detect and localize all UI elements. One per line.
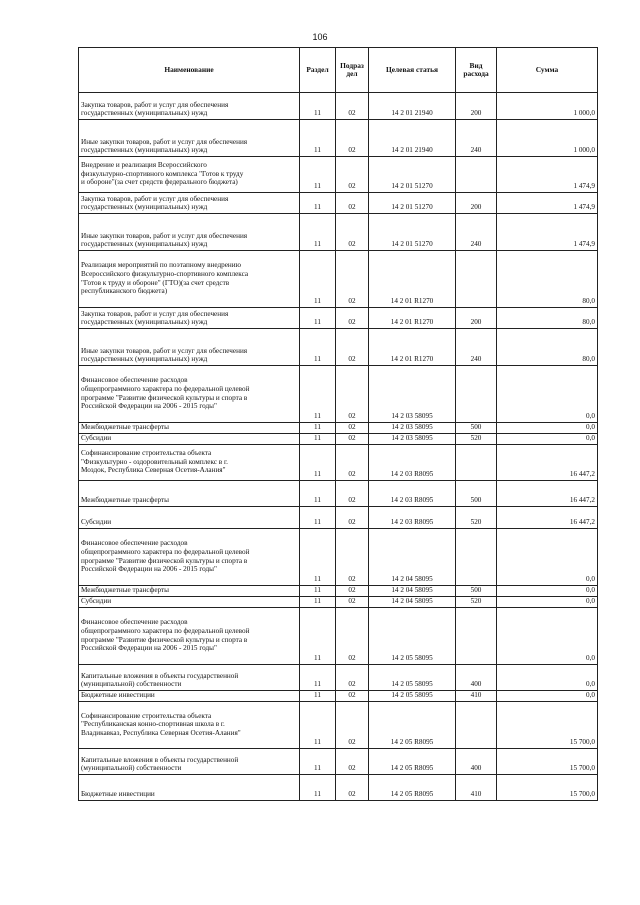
row-name-cell: Иные закупки товаров, работ и услуг для обеспечения государственных (муниципальных) нужд <box>79 214 300 251</box>
row-podrazdel-cell: 02 <box>336 308 369 329</box>
table-row <box>79 608 598 665</box>
row-sum-cell: 15 700,0 <box>497 749 598 775</box>
row-podrazdel-cell: 02 <box>336 691 369 702</box>
row-target-cell: 14 2 03 58095 <box>369 434 456 445</box>
row-razdel-cell: 11 <box>300 214 336 251</box>
table-row <box>79 775 598 801</box>
row-razdel-cell: 11 <box>300 329 336 366</box>
row-vid-cell <box>456 529 497 586</box>
row-razdel-cell: 11 <box>300 445 336 481</box>
row-name-cell: Межбюджетные трансферты <box>79 423 300 434</box>
row-name-cell: Финансовое обеспечение расходов общепрограммного характера по федеральной целевой программе "Развитие физической культуры и спорта в Российской Федерации на 2006 - 2015 годы" <box>79 608 300 665</box>
row-podrazdel-cell: 02 <box>336 445 369 481</box>
header-name: Наименование <box>79 48 300 93</box>
row-sum-cell: 15 700,0 <box>497 775 598 801</box>
row-podrazdel-cell: 02 <box>336 775 369 801</box>
row-name-cell: Иные закупки товаров, работ и услуг для обеспечения государственных (муниципальных) нужд <box>79 120 300 157</box>
row-sum-cell: 1 474,9 <box>497 214 598 251</box>
row-sum-cell: 0,0 <box>497 665 598 691</box>
row-sum-cell: 0,0 <box>497 434 598 445</box>
row-sum-cell: 1 000,0 <box>497 120 598 157</box>
row-target-cell: 14 2 04 58095 <box>369 586 456 597</box>
row-sum-cell: 0,0 <box>497 586 598 597</box>
row-razdel-cell: 11 <box>300 120 336 157</box>
row-vid-cell <box>456 366 497 423</box>
header-vid: Вид расхода <box>456 48 497 93</box>
row-razdel-cell: 11 <box>300 702 336 749</box>
row-razdel-cell: 11 <box>300 93 336 120</box>
table-row <box>79 157 598 193</box>
row-razdel-cell: 11 <box>300 749 336 775</box>
row-target-cell: 14 2 05 58095 <box>369 691 456 702</box>
row-vid-cell: 410 <box>456 775 497 801</box>
header-podrazdel: Подраз дел <box>336 48 369 93</box>
row-razdel-cell: 11 <box>300 481 336 507</box>
row-sum-cell: 80,0 <box>497 251 598 308</box>
row-razdel-cell: 11 <box>300 251 336 308</box>
table-row <box>79 93 598 120</box>
row-razdel-cell: 11 <box>300 597 336 608</box>
table-row <box>79 308 598 329</box>
row-target-cell: 14 2 01 51270 <box>369 193 456 214</box>
row-sum-cell: 80,0 <box>497 329 598 366</box>
row-vid-cell: 200 <box>456 193 497 214</box>
row-name-cell: Реализация мероприятий по поэтапному внедрению Всероссийского физкультурно-спортивного комплекса "Готов к труду и обороне" (ГТО)(за счет средств республиканского бюджета) <box>79 251 300 308</box>
table-row <box>79 665 598 691</box>
row-target-cell: 14 2 01 R1270 <box>369 329 456 366</box>
row-name-cell: Субсидии <box>79 507 300 529</box>
row-vid-cell: 200 <box>456 93 497 120</box>
row-name-cell: Субсидии <box>79 597 300 608</box>
row-razdel-cell: 11 <box>300 434 336 445</box>
table-row <box>79 507 598 529</box>
row-target-cell: 14 2 03 R8095 <box>369 481 456 507</box>
row-name-cell: Капитальные вложения в объекты государственной (муниципальной) собственности <box>79 665 300 691</box>
row-vid-cell: 240 <box>456 120 497 157</box>
row-target-cell: 14 2 05 R8095 <box>369 749 456 775</box>
row-target-cell: 14 2 01 51270 <box>369 214 456 251</box>
table-row <box>79 434 598 445</box>
row-podrazdel-cell: 02 <box>336 193 369 214</box>
row-sum-cell: 80,0 <box>497 308 598 329</box>
row-podrazdel-cell: 02 <box>336 157 369 193</box>
row-podrazdel-cell: 02 <box>336 366 369 423</box>
table-row <box>79 251 598 308</box>
table-row <box>79 702 598 749</box>
row-sum-cell: 1 474,9 <box>497 157 598 193</box>
row-name-cell: Софинансирование строительства объекта "Физкультурно - оздоровительный комплекс в г. Моздок, Республика Северная Осетия-Алания" <box>79 445 300 481</box>
header-target: Целевая статья <box>369 48 456 93</box>
row-target-cell: 14 2 03 58095 <box>369 423 456 434</box>
row-name-cell: Бюджетные инвестиции <box>79 691 300 702</box>
table-row <box>79 423 598 434</box>
row-podrazdel-cell: 02 <box>336 749 369 775</box>
row-podrazdel-cell: 02 <box>336 586 369 597</box>
row-name-cell: Финансовое обеспечение расходов общепрограммного характера по федеральной целевой программе "Развитие физической культуры и спорта в Российской Федерации на 2006 - 2015 годы" <box>79 366 300 423</box>
row-name-cell: Межбюджетные трансферты <box>79 481 300 507</box>
table-row <box>79 481 598 507</box>
table-row <box>79 691 598 702</box>
row-podrazdel-cell: 02 <box>336 481 369 507</box>
row-target-cell: 14 2 01 21940 <box>369 93 456 120</box>
row-sum-cell: 16 447,2 <box>497 507 598 529</box>
row-sum-cell: 0,0 <box>497 423 598 434</box>
row-vid-cell <box>456 251 497 308</box>
row-razdel-cell: 11 <box>300 308 336 329</box>
row-razdel-cell: 11 <box>300 507 336 529</box>
table-row <box>79 586 598 597</box>
row-vid-cell: 410 <box>456 691 497 702</box>
row-podrazdel-cell: 02 <box>336 120 369 157</box>
row-vid-cell: 500 <box>456 586 497 597</box>
row-vid-cell: 500 <box>456 423 497 434</box>
row-podrazdel-cell: 02 <box>336 597 369 608</box>
row-target-cell: 14 2 05 58095 <box>369 665 456 691</box>
row-razdel-cell: 11 <box>300 586 336 597</box>
table-row <box>79 366 598 423</box>
budget-table <box>78 47 598 801</box>
row-vid-cell: 240 <box>456 214 497 251</box>
table-header-row <box>79 48 598 93</box>
row-razdel-cell: 11 <box>300 691 336 702</box>
header-razdel: Раздел <box>300 48 336 93</box>
row-name-cell: Внедрение и реализация Всероссийского физкультурно-спортивного комплекса "Готов к труду и обороне"(за счет средств федерального бюджета) <box>79 157 300 193</box>
header-sum: Сумма <box>497 48 598 93</box>
row-podrazdel-cell: 02 <box>336 665 369 691</box>
row-target-cell: 14 2 04 58095 <box>369 597 456 608</box>
row-target-cell: 14 2 05 R8095 <box>369 775 456 801</box>
row-podrazdel-cell: 02 <box>336 423 369 434</box>
row-vid-cell: 400 <box>456 749 497 775</box>
table-row <box>79 120 598 157</box>
row-sum-cell: 16 447,2 <box>497 481 598 507</box>
row-vid-cell: 520 <box>456 507 497 529</box>
row-target-cell: 14 2 01 R1270 <box>369 308 456 329</box>
table-row <box>79 445 598 481</box>
row-sum-cell: 1 474,9 <box>497 193 598 214</box>
row-name-cell: Капитальные вложения в объекты государственной (муниципальной) собственности <box>79 749 300 775</box>
table-row <box>79 329 598 366</box>
row-razdel-cell: 11 <box>300 423 336 434</box>
row-podrazdel-cell: 02 <box>336 93 369 120</box>
row-name-cell: Субсидии <box>79 434 300 445</box>
row-sum-cell: 0,0 <box>497 608 598 665</box>
row-podrazdel-cell: 02 <box>336 329 369 366</box>
table-row <box>79 214 598 251</box>
row-name-cell: Финансовое обеспечение расходов общепрограммного характера по федеральной целевой программе "Развитие физической культуры и спорта в Российской Федерации на 2006 - 2015 годы" <box>79 529 300 586</box>
row-name-cell: Софинансирование строительства объекта "Республиканская конно-спортивная школа в г. Владикавказ, Республика Северная Осетия-Алания" <box>79 702 300 749</box>
row-target-cell: 14 2 01 21940 <box>369 120 456 157</box>
row-target-cell: 14 2 03 R8095 <box>369 445 456 481</box>
row-sum-cell: 0,0 <box>497 691 598 702</box>
row-razdel-cell: 11 <box>300 366 336 423</box>
row-target-cell: 14 2 03 58095 <box>369 366 456 423</box>
row-vid-cell: 240 <box>456 329 497 366</box>
row-podrazdel-cell: 02 <box>336 608 369 665</box>
row-vid-cell: 520 <box>456 434 497 445</box>
table-row <box>79 529 598 586</box>
row-podrazdel-cell: 02 <box>336 214 369 251</box>
page-number: 106 <box>312 32 328 42</box>
row-target-cell: 14 2 05 58095 <box>369 608 456 665</box>
table-row <box>79 749 598 775</box>
row-vid-cell <box>456 157 497 193</box>
row-podrazdel-cell: 02 <box>336 702 369 749</box>
row-podrazdel-cell: 02 <box>336 529 369 586</box>
row-sum-cell: 1 000,0 <box>497 93 598 120</box>
row-target-cell: 14 2 05 R8095 <box>369 702 456 749</box>
row-podrazdel-cell: 02 <box>336 434 369 445</box>
row-name-cell: Межбюджетные трансферты <box>79 586 300 597</box>
row-vid-cell: 200 <box>456 308 497 329</box>
table-row <box>79 597 598 608</box>
row-sum-cell: 15 700,0 <box>497 702 598 749</box>
row-sum-cell: 16 447,2 <box>497 445 598 481</box>
row-target-cell: 14 2 01 R1270 <box>369 251 456 308</box>
row-target-cell: 14 2 04 58095 <box>369 529 456 586</box>
row-razdel-cell: 11 <box>300 193 336 214</box>
row-razdel-cell: 11 <box>300 157 336 193</box>
row-razdel-cell: 11 <box>300 529 336 586</box>
row-razdel-cell: 11 <box>300 775 336 801</box>
row-vid-cell: 500 <box>456 481 497 507</box>
row-podrazdel-cell: 02 <box>336 251 369 308</box>
row-vid-cell <box>456 445 497 481</box>
row-target-cell: 14 2 03 R8095 <box>369 507 456 529</box>
row-name-cell: Закупка товаров, работ и услуг для обеспечения государственных (муниципальных) нужд <box>79 308 300 329</box>
row-vid-cell: 520 <box>456 597 497 608</box>
row-vid-cell: 400 <box>456 665 497 691</box>
table-row <box>79 193 598 214</box>
row-razdel-cell: 11 <box>300 608 336 665</box>
row-podrazdel-cell: 02 <box>336 507 369 529</box>
row-sum-cell: 0,0 <box>497 529 598 586</box>
row-name-cell: Иные закупки товаров, работ и услуг для обеспечения государственных (муниципальных) нужд <box>79 329 300 366</box>
row-vid-cell <box>456 702 497 749</box>
row-name-cell: Закупка товаров, работ и услуг для обеспечения государственных (муниципальных) нужд <box>79 193 300 214</box>
table-body <box>79 93 598 801</box>
row-sum-cell: 0,0 <box>497 366 598 423</box>
row-vid-cell <box>456 608 497 665</box>
row-razdel-cell: 11 <box>300 665 336 691</box>
row-target-cell: 14 2 01 51270 <box>369 157 456 193</box>
row-name-cell: Закупка товаров, работ и услуг для обеспечения государственных (муниципальных) нужд <box>79 93 300 120</box>
row-sum-cell: 0,0 <box>497 597 598 608</box>
row-name-cell: Бюджетные инвестиции <box>79 775 300 801</box>
